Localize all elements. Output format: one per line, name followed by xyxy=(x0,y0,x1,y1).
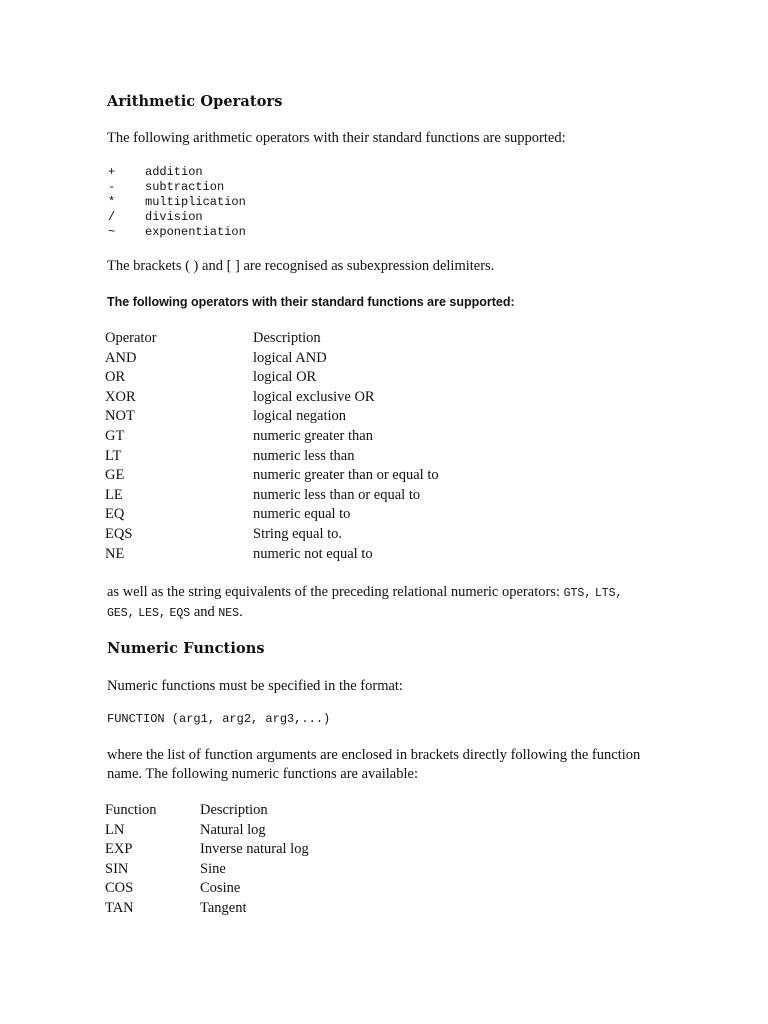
logical-intro: The following operators with their standard functions are supported: xyxy=(107,295,515,309)
description-cell: numeric greater than or equal to xyxy=(253,467,439,484)
description-cell: Sine xyxy=(200,860,226,877)
function-cell: SIN xyxy=(105,860,129,877)
table-row xyxy=(0,900,768,920)
operator-name: multiplication xyxy=(145,195,246,209)
and-word: and xyxy=(193,604,215,620)
description-cell: numeric greater than xyxy=(253,428,373,444)
code-gts: GTS, xyxy=(563,587,592,600)
brackets-note: The brackets ( ) and [ ] are recognised as subexpression delimiters. xyxy=(107,258,495,274)
table-row xyxy=(0,526,768,546)
function-format: FUNCTION (arg1, arg2, arg3,...) xyxy=(107,712,331,726)
column-header-operator: Operator xyxy=(105,330,157,346)
operator-symbol: * xyxy=(108,195,116,209)
section-title-numeric: Numeric Functions xyxy=(107,640,265,657)
table-row xyxy=(0,448,768,468)
operator-name: subtraction xyxy=(145,180,225,194)
numeric-intro: Numeric functions must be specified in the format: xyxy=(107,678,403,694)
code-nes: NES xyxy=(218,607,240,620)
table-row xyxy=(0,350,768,370)
function-cell: COS xyxy=(105,880,134,897)
table-row xyxy=(0,408,768,428)
numeric-desc-line2: name. The following numeric functions are available: xyxy=(107,766,418,782)
operator-cell: NE xyxy=(105,545,125,562)
operator-name: exponentiation xyxy=(145,225,246,239)
table-row xyxy=(0,487,768,507)
operator-cell: XOR xyxy=(105,388,136,405)
table-row xyxy=(0,506,768,526)
table-header xyxy=(0,330,768,350)
code-eqs: EQS xyxy=(169,607,191,620)
operator-cell: OR xyxy=(105,369,126,386)
period: . xyxy=(239,604,243,620)
operator-cell: LE xyxy=(105,486,123,503)
table-row xyxy=(0,428,768,448)
table-row xyxy=(0,546,768,566)
description-cell: numeric less than xyxy=(253,447,355,464)
column-header-function: Function xyxy=(105,802,157,818)
operator-name: addition xyxy=(145,165,203,179)
operator-symbol: + xyxy=(108,165,116,179)
description-cell: Inverse natural log xyxy=(200,841,309,858)
operator-cell: EQS xyxy=(105,526,133,542)
column-header-description: Description xyxy=(200,802,268,818)
table-row xyxy=(0,822,768,842)
operator-cell: GT xyxy=(105,428,125,444)
table-row xyxy=(0,389,768,409)
operator-symbol: - xyxy=(108,180,116,194)
table-row xyxy=(0,841,768,861)
table-row xyxy=(0,861,768,881)
list-item xyxy=(0,225,768,245)
table-row xyxy=(0,369,768,389)
function-cell: TAN xyxy=(105,900,134,916)
description-cell: logical exclusive OR xyxy=(253,388,375,405)
description-cell: logical negation xyxy=(253,408,347,425)
string-equivalents-line1 xyxy=(107,584,622,601)
description-cell: numeric less than or equal to xyxy=(253,486,421,503)
section-title-arithmetic: Arithmetic Operators xyxy=(107,93,283,110)
operator-name: division xyxy=(145,210,203,224)
description-cell: logical AND xyxy=(253,349,327,366)
function-cell: EXP xyxy=(105,841,133,858)
operator-symbol: ~ xyxy=(108,225,116,239)
operator-cell: NOT xyxy=(105,408,135,425)
numeric-desc-line1: where the list of function arguments are enclosed in brackets directly following the function xyxy=(107,747,641,763)
operator-cell: GE xyxy=(105,467,125,484)
function-cell: LN xyxy=(105,821,125,838)
description-cell: Natural log xyxy=(200,821,266,838)
description-cell: Tangent xyxy=(200,900,247,916)
code-les: LES, xyxy=(138,607,166,620)
table-row xyxy=(0,467,768,487)
description-cell: String equal to. xyxy=(253,526,343,542)
table-header xyxy=(0,802,768,822)
operator-cell: LT xyxy=(105,447,122,464)
operator-cell: AND xyxy=(105,349,137,366)
column-header-description: Description xyxy=(253,330,321,346)
operator-cell: EQ xyxy=(105,506,125,523)
arithmetic-intro: The following arithmetic operators with their standard functions are supported: xyxy=(107,130,566,146)
string-equivalents-text: as well as the string equivalents of the preceding relational numeric operators: xyxy=(107,584,560,600)
operator-symbol: / xyxy=(108,210,116,224)
code-ges: GES, xyxy=(107,607,135,620)
table-row xyxy=(0,880,768,900)
code-lts: LTS, xyxy=(594,587,623,600)
string-equivalents-line2 xyxy=(107,604,243,621)
description-cell: numeric equal to xyxy=(253,506,351,523)
description-cell: Cosine xyxy=(200,880,241,897)
description-cell: numeric not equal to xyxy=(253,545,373,562)
description-cell: logical OR xyxy=(253,369,317,386)
